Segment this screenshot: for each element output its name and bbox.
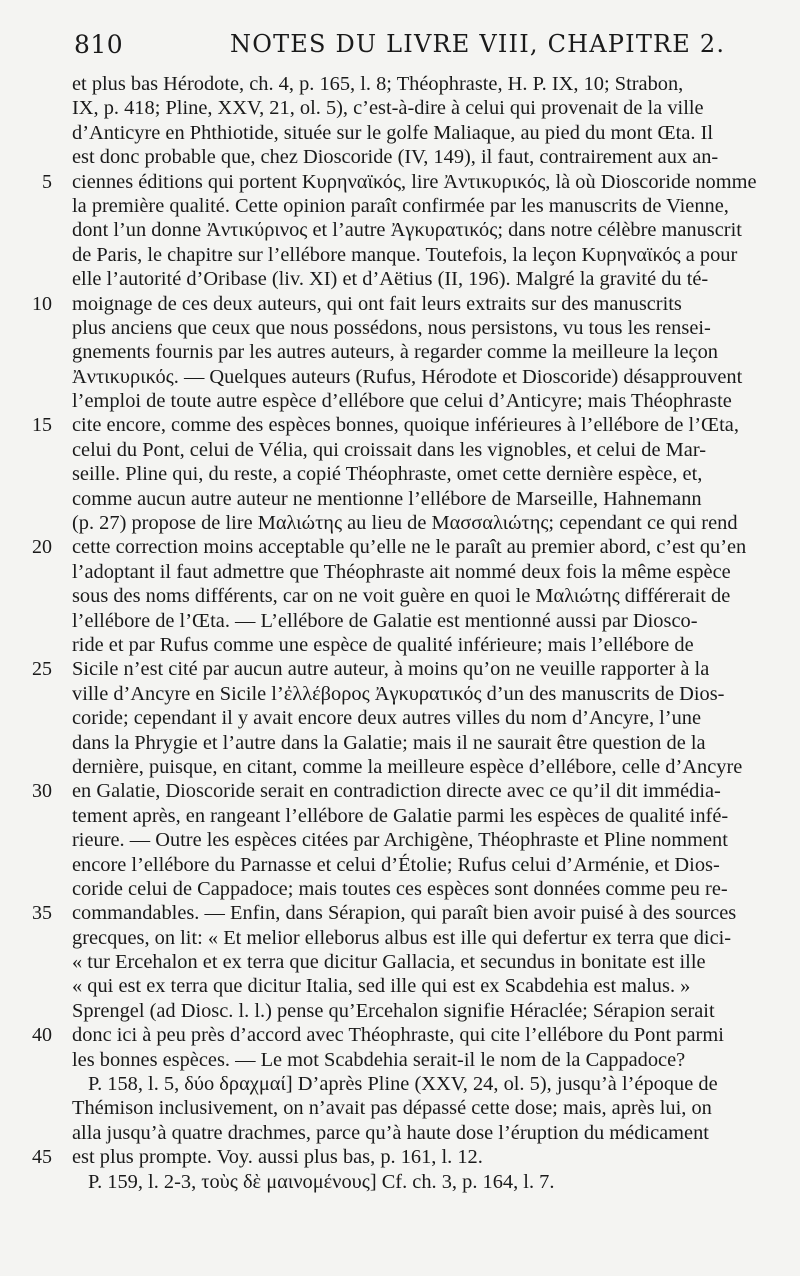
line-text: moignage de ces deux auteurs, qui ont fait leurs extraits sur des manuscrits [72,292,682,315]
text-line [88,1170,764,1194]
text-line [72,438,764,462]
text-line [32,292,764,316]
line-text: ciennes éditions qui portent Κυρηναϊκός, lire Ἀντικυρικός, là où Dioscoride nomme [72,170,757,193]
line-text: P. 158, l. 5, δύο δραχμαί] D’après Pline (XXV, 24, ol. 5), jusqu’à l’époque de [88,1073,718,1096]
text-line [72,682,764,706]
line-text: l’adoptant il faut admettre que Théophraste ait nommé deux fois la même espèce [72,560,731,583]
line-text: alla jusqu’à quatre drachmes, parce qu’à haute dose l’éruption du médicament [72,1121,709,1144]
text-line [72,487,764,511]
text-line [72,926,764,950]
text-line [32,535,764,559]
line-text: donc ici à peu près d’accord avec Théophraste, qui cite l’ellébore du Pont parmi [72,1024,724,1047]
text-line [32,1023,764,1047]
line-text: cite encore, comme des espèces bonnes, quoique inférieures à l’ellébore de l’Œta, [72,414,739,437]
line-text: en Galatie, Dioscoride serait en contradiction directe avec ce qu’il dit immédia- [72,780,721,803]
line-number: 15 [32,414,52,437]
running-title: NOTES DU LIVRE VIII, CHAPITRE 2. [230,30,726,58]
line-text: coride celui de Cappadoce; mais toutes ces espèces sont données comme peu re- [72,877,728,900]
text-line [32,1145,764,1169]
text-line [72,804,764,828]
line-text: comme aucun autre auteur ne mentionne l’ellébore de Marseille, Hahnemann [72,487,702,510]
line-text: est plus prompte. Voy. aussi plus bas, p. 161, l. 12. [72,1146,483,1169]
line-text: sous des noms différents, car on ne voit guère en quoi le Μαλιώτης différerait de [72,585,731,608]
line-number: 30 [32,780,52,803]
text-line [32,657,764,681]
line-text: rieure. — Outre les espèces citées par Archigène, Théophraste et Pline nomment [72,829,728,852]
text-line [72,340,764,364]
line-text: Sicile n’est cité par aucun autre auteur, à moins qu’on ne veuille rapporter à la [72,658,710,681]
line-text: (p. 27) propose de lire Μαλιώτης au lieu de Μασσαλιώτης; cependant ce qui rend [72,512,738,535]
text-line [72,1096,764,1120]
line-text: celui du Pont, celui de Vélia, qui croissait dans les vignobles, et celui de Mar- [72,438,707,461]
line-text: l’emploi de toute autre espèce d’ellébore que celui d’Anticyre; mais Théophraste [72,390,732,413]
line-text: tement après, en rangeant l’ellébore de Galatie parmi les espèces de qualité infé- [72,804,729,827]
text-line [72,145,764,169]
running-header [62,30,760,66]
line-text: plus anciens que ceux que nous possédons, nous persistons, vu tous les rensei- [72,316,711,339]
text-line [72,365,764,389]
line-text: « qui est ex terra que dicitur Italia, sed ille qui est ex Scabdehia est malus. » [72,975,691,998]
text-line [72,877,764,901]
text-line [72,72,764,96]
text-line [72,218,764,242]
line-number: 45 [32,1146,52,1169]
line-number: 5 [42,170,52,193]
text-line [32,413,764,437]
text-line [72,511,764,535]
text-line [72,1121,764,1145]
text-line [42,170,764,194]
text-line [72,706,764,730]
text-line [72,755,764,779]
text-line [72,828,764,852]
line-text: dans la Phrygie et l’autre dans la Galatie; mais il ne saurait être question de la [72,731,706,754]
text-line [72,950,764,974]
line-text: coride; cependant il y avait encore deux autres villes du nom d’Ancyre, l’une [72,707,702,730]
line-text: seille. Pline qui, du reste, a copié Théophraste, omet cette dernière espèce, et, [72,463,703,486]
line-text: IX, p. 418; Pline, XXV, 21, ol. 5), c’est-à-dire à celui qui provenait de la ville [72,97,704,120]
text-line [32,901,764,925]
line-text: elle l’autorité d’Oribase (liv. XI) et d’Aëtius (II, 196). Malgré la gravité du té- [72,268,709,291]
text-line [32,779,764,803]
text-line [72,389,764,413]
line-text: encore l’ellébore du Parnasse et celui d’Étolie; Rufus celui d’Arménie, et Dios- [72,853,720,876]
line-text: ride et par Rufus comme une espèce de qualité inférieure; mais l’ellébore de [72,633,694,656]
line-text: grecques, on lit: « Et melior elleborus albus est ille qui defertur ex terra que dici- [72,926,732,949]
text-line [72,853,764,877]
text-line [72,243,764,267]
text-line [72,731,764,755]
line-number: 40 [32,1024,52,1047]
line-number: 35 [32,902,52,925]
text-line [72,96,764,120]
notes-body [0,72,800,1194]
text-line [88,1072,764,1096]
line-text: Sprengel (ad Diosc. l. l.) pense qu’Ercehalon signifie Héraclée; Sérapion serait [72,999,715,1022]
text-line [72,267,764,291]
text-line [72,633,764,657]
line-text: et plus bas Hérodote, ch. 4, p. 165, l. 8; Théophraste, H. P. IX, 10; Strabon, [72,73,684,95]
text-line [72,999,764,1023]
text-line [72,194,764,218]
text-line [72,462,764,486]
page-number: 810 [74,30,124,59]
text-line [72,584,764,608]
line-text: dernière, puisque, en citant, comme la meilleure espèce d’ellébore, celle d’Ancyre [72,755,743,778]
line-text: gnements fournis par les autres auteurs, à regarder comme la meilleure la leçon [72,341,718,364]
line-text: d’Anticyre en Phthiotide, située sur le golfe Maliaque, au pied du mont Œta. Il [72,121,714,144]
text-line [72,316,764,340]
line-text: « tur Ercehalon et ex terra que dicitur Gallacia, et secundus in bonitate est ille [72,951,706,974]
line-text: de Paris, le chapitre sur l’ellébore manque. Toutefois, la leçon Κυρηναϊκός a pour [72,243,738,266]
line-text: P. 159, l. 2-3, τοὺς δὲ μαινομένους] Cf. ch. 3, p. 164, l. 7. [88,1170,555,1193]
line-text: l’ellébore de l’Œta. — L’ellébore de Galatie est mentionné aussi par Diosco- [72,609,698,632]
line-text: la première qualité. Cette opinion paraît confirmée par les manuscrits de Vienne, [72,194,729,217]
text-line [72,560,764,584]
line-text: les bonnes espèces. — Le mot Scabdehia serait-il le nom de la Cappadoce? [72,1048,686,1071]
line-text: ville d’Ancyre en Sicile l’ἐλλέβορος Ἀγκυρατικός d’un des manuscrits de Dios- [72,682,725,705]
line-number: 10 [32,292,52,315]
line-text: dont l’un donne Ἀντικύρινος et l’autre Ἀγκυρατικός; dans notre célèbre manuscrit [72,219,742,242]
line-number: 25 [32,658,52,681]
text-line [72,609,764,633]
line-text: commandables. — Enfin, dans Sérapion, qui paraît bien avoir puisé à des sources [72,902,737,925]
text-line [72,1048,764,1072]
text-line [72,974,764,998]
line-number: 20 [32,536,52,559]
text-line [72,121,764,145]
line-text: est donc probable que, chez Dioscoride (IV, 149), il faut, contrairement aux an- [72,146,719,169]
line-text: cette correction moins acceptable qu’elle ne le paraît au premier abord, c’est qu’en [72,536,747,559]
line-text: Thémison inclusivement, on n’avait pas dépassé cette dose; mais, après lui, on [72,1097,712,1120]
line-text: Ἀντικυρικός. — Quelques auteurs (Rufus, Hérodote et Dioscoride) désapprouvent [72,365,743,388]
